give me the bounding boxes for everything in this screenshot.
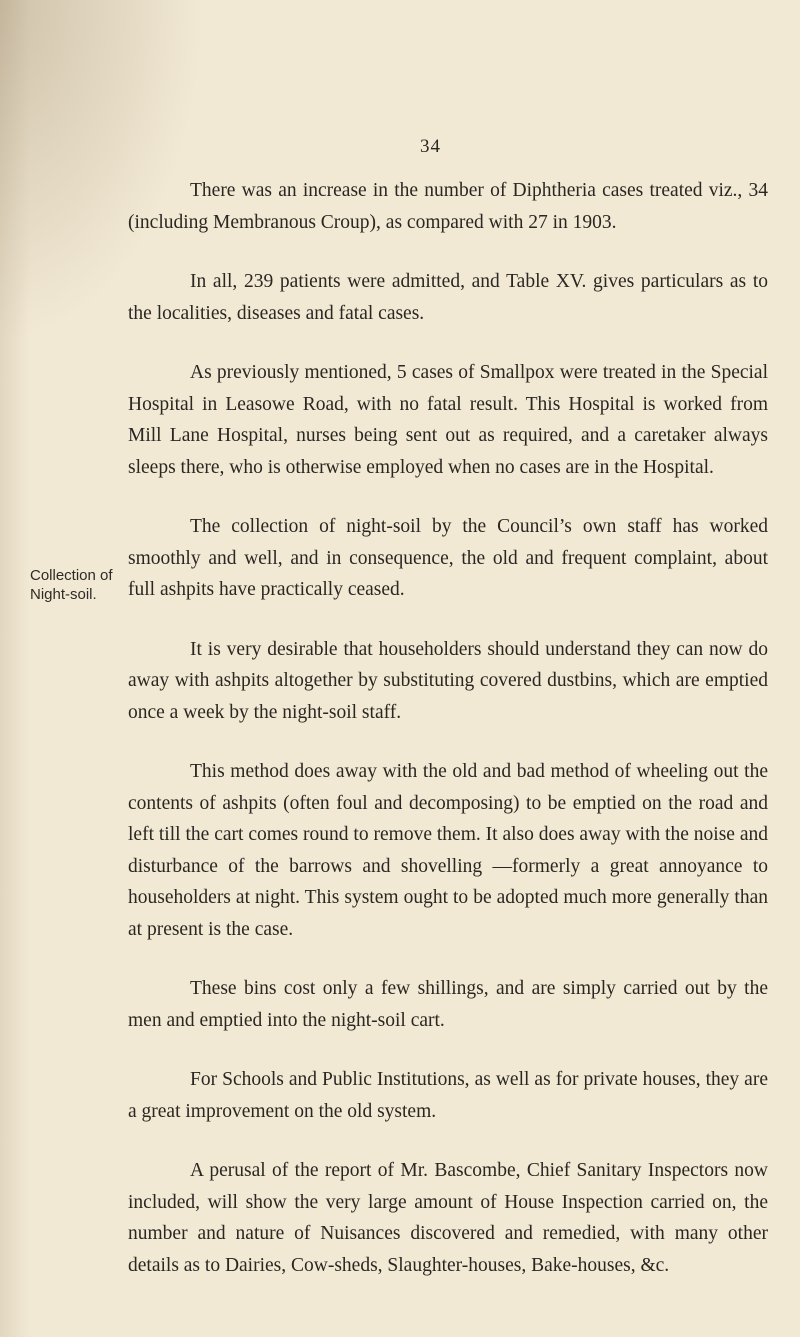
paragraph-schools: For Schools and Public Institutions, as well as for private houses, they are a great improvement on the old system. <box>128 1069 768 1122</box>
paragraph-inspector-report: A perusal of the report of Mr. Bascombe, Chief Sanitary Inspectors now included, will show the very large amount of House Inspection carried on, the number and nature of Nuisances discovered and remedied, with many other details as to Dairies, Cow-sheds, Slaughter-houses, Bake-houses, &c. <box>128 1160 768 1276</box>
margin-note-collection-of-night-soil: Collection of Night-soil. <box>30 567 113 603</box>
paragraph-dustbins: It is very desirable that householders should understand they can now do away with ashpits altogether by substituting covered dustbins, which are emptied once a week by the night-soil staff. <box>128 638 768 723</box>
paragraph-diphtheria: There was an increase in the number of Diphtheria cases treated viz., 34 (including Membranous Croup), as compared with 27 in 1903. <box>128 180 768 233</box>
page-number: 34 <box>420 136 441 157</box>
body-text <box>128 175 768 1281</box>
paragraph-bins-cost: These bins cost only a few shillings, and are simply carried out by the men and emptied into the night-soil cart. <box>128 978 768 1031</box>
paragraph-smallpox-hospital: As previously mentioned, 5 cases of Smallpox were treated in the Special Hospital in Leasowe Road, with no fatal result. This Hospital is worked from Mill Lane Hospital, nurses being sent out as required, and a caretaker always sleeps there, who is otherwise employed when no cases are in the Hospital. <box>128 362 768 478</box>
paragraph-night-soil-collection: The collection of night-soil by the Council’s own staff has worked smoothly and well, and in consequence, the old and frequent complaint, about full ashpits have practically ceased. <box>128 516 768 600</box>
paragraph-patients-admitted: In all, 239 patients were admitted, and Table XV. gives particulars as to the localities, diseases and fatal cases. <box>128 271 768 324</box>
paragraph-method: This method does away with the old and bad method of wheeling out the contents of ashpits (often foul and decomposing) to be emptied on the road and left till the cart comes round to remove them. It also does away with the noise and disturbance of the barrows and shovelling —formerly a great annoyance to householders at night. This system ought to be adopted much more generally than at present is the case. <box>128 761 768 940</box>
